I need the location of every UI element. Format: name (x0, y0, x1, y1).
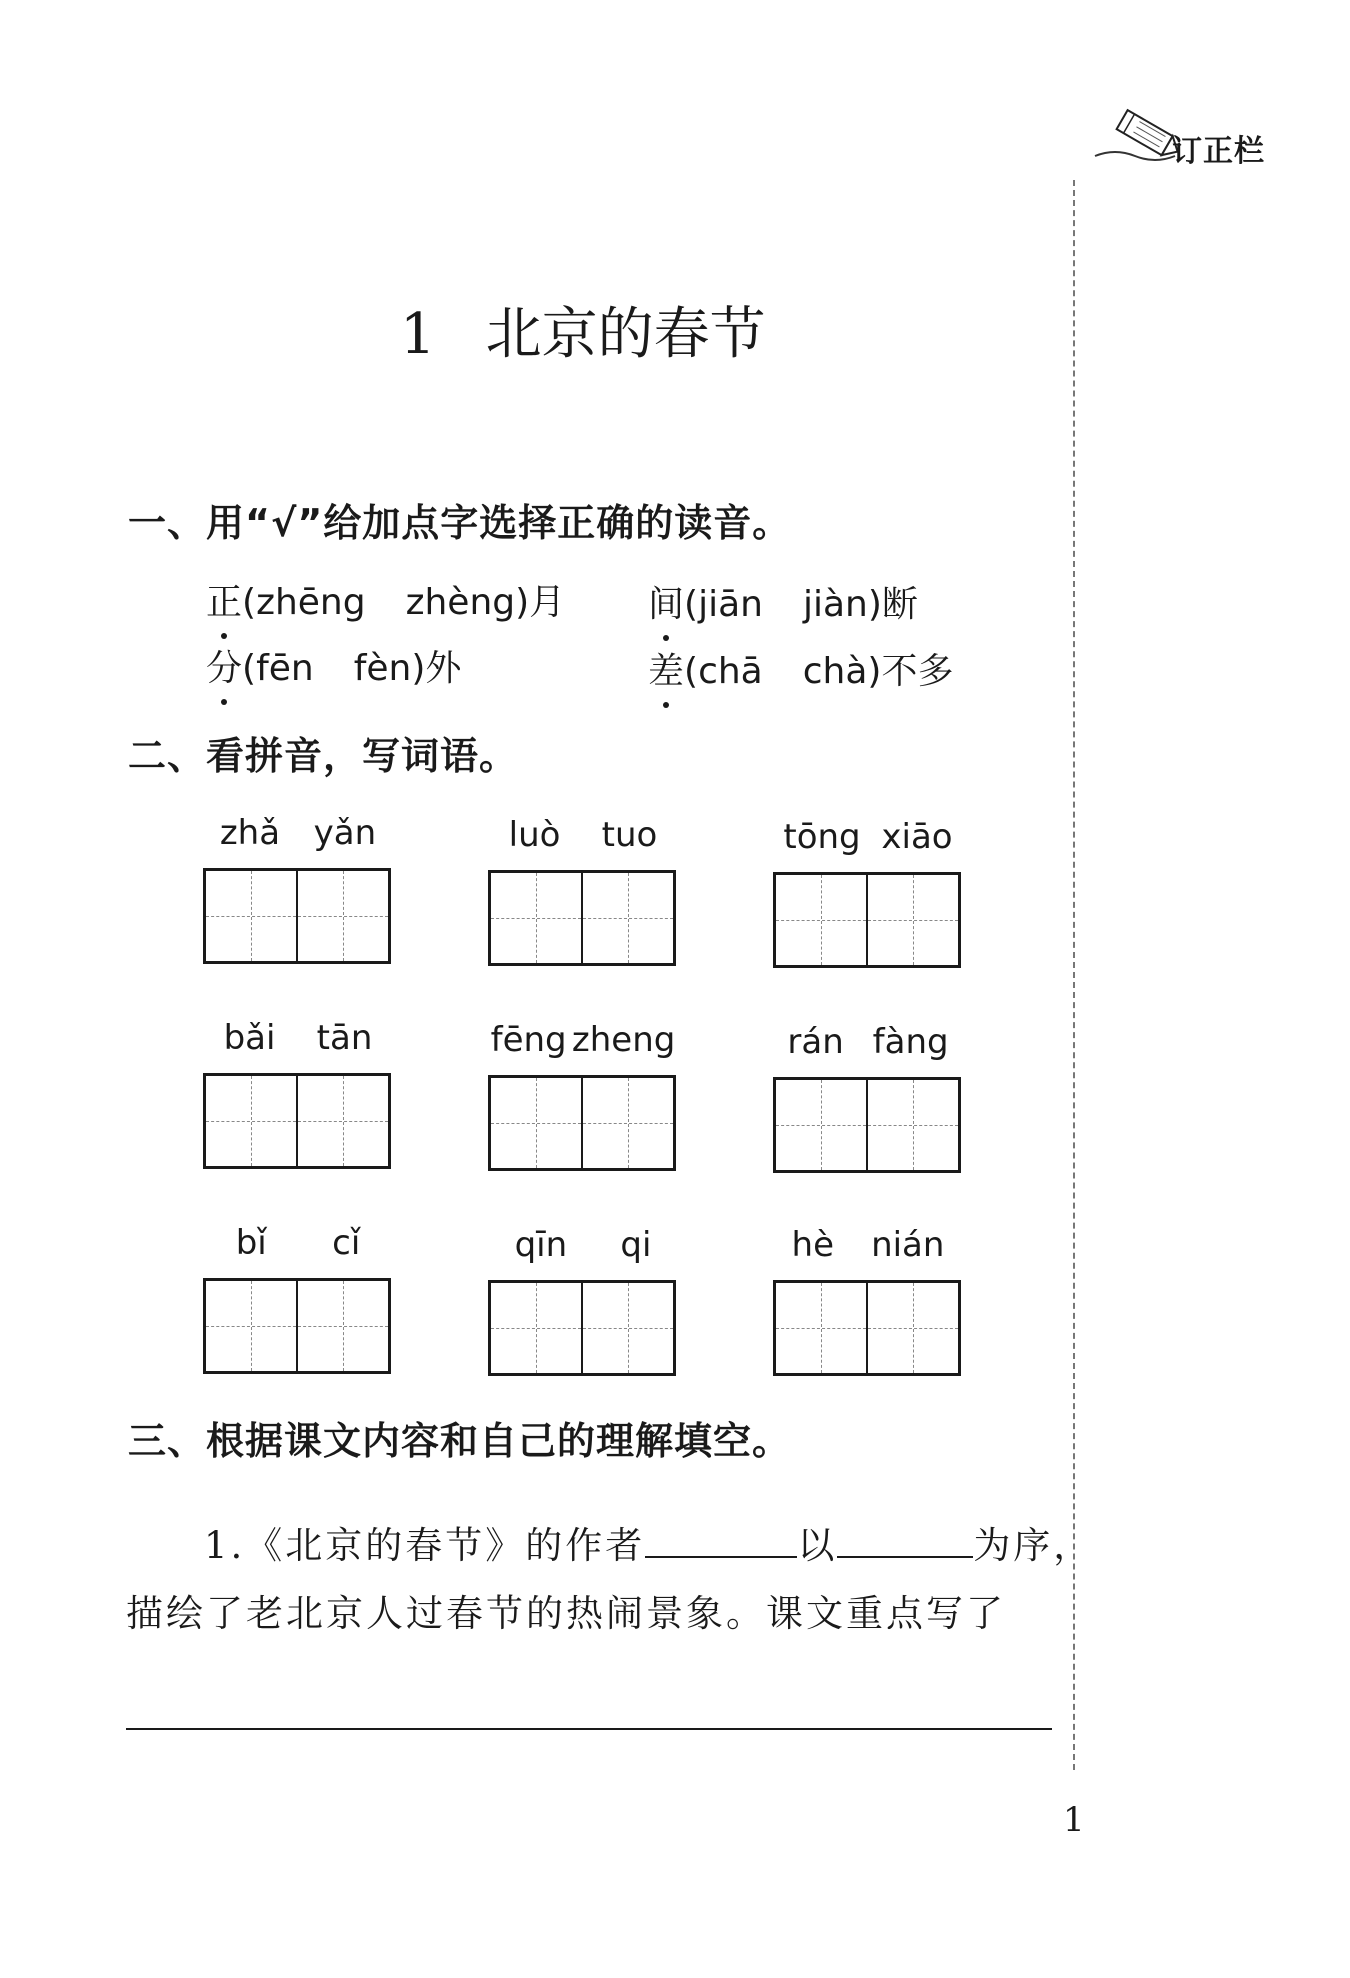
writing-grid[interactable] (203, 1073, 391, 1169)
grid-cell[interactable] (296, 1281, 388, 1371)
page-number: 1 (1063, 1800, 1085, 1840)
grid-cell[interactable] (581, 873, 673, 963)
word-item (203, 1015, 393, 1169)
writing-grid[interactable] (773, 1077, 961, 1173)
pronunciation-item: 分(fēn fèn)外 (206, 640, 461, 691)
pinyin-syllable: bǎi (223, 1018, 276, 1058)
option-1[interactable]: fēn (256, 648, 314, 689)
grid-cell[interactable] (206, 1076, 296, 1166)
lesson-title (400, 290, 766, 370)
pronunciation-item: 间(jiān jiàn)断 (648, 576, 918, 627)
pinyin-syllable: nián (871, 1225, 945, 1265)
grid-cell[interactable] (581, 1078, 673, 1168)
pinyin-syllable: tuo (601, 815, 658, 855)
pinyin (773, 814, 963, 860)
writing-grid[interactable] (203, 1278, 391, 1374)
pinyin-syllable: fēng (490, 1020, 567, 1060)
pinyin-syllable: qīn (514, 1225, 568, 1265)
writing-grid[interactable] (488, 1075, 676, 1171)
dotted-char: 间 (648, 576, 684, 627)
word-item (773, 1222, 963, 1376)
pinyin-syllable: tōng (783, 817, 861, 857)
word-item (773, 1019, 963, 1173)
grid-cell[interactable] (866, 1283, 958, 1373)
blank-order[interactable] (837, 1522, 973, 1558)
dotted-char: 正 (206, 574, 242, 625)
section2-heading: 二、看拼音，写词语。 (128, 734, 519, 778)
writing-grid[interactable] (203, 868, 391, 964)
pinyin-syllable: hè (791, 1225, 834, 1265)
answer-line[interactable] (126, 1728, 1052, 1730)
pinyin-syllable: zhǎ (219, 813, 281, 853)
lesson-name: 北京的春节 (485, 302, 766, 367)
blank-author[interactable] (645, 1522, 797, 1558)
grid-cell[interactable] (491, 873, 581, 963)
option-2[interactable]: chà (802, 651, 868, 692)
section1-heading: 一、用“√”给加点字选择正确的读音。 (128, 501, 792, 545)
word-item (488, 812, 678, 966)
section3-heading: 三、根据课文内容和自己的理解填空。 (128, 1419, 792, 1463)
word-suffix: 不多 (881, 651, 954, 692)
writing-grid[interactable] (488, 1280, 676, 1376)
pinyin (773, 1019, 963, 1065)
grid-cell[interactable] (491, 1283, 581, 1373)
pronunciation-item: 差(chā chà)不多 (648, 643, 953, 694)
pinyin-syllable: fàng (872, 1022, 949, 1062)
pinyin (488, 1222, 678, 1268)
pinyin-syllable: qi (620, 1225, 652, 1265)
pinyin-syllable: bǐ (235, 1223, 267, 1263)
grid-cell[interactable] (206, 871, 296, 961)
word-item (773, 814, 963, 968)
writing-grid[interactable] (488, 870, 676, 966)
writing-grid[interactable] (773, 872, 961, 968)
pinyin (203, 1015, 393, 1061)
question-1-text: 为序， (973, 1524, 1094, 1567)
question-1-text: 以 (797, 1524, 838, 1567)
word-item (488, 1222, 678, 1376)
grid-cell[interactable] (776, 1283, 866, 1373)
pinyin (203, 810, 393, 856)
pinyin-syllable: xiāo (881, 817, 953, 857)
question-1-line-2: 描绘了老北京人过春节的热闹景象。课文重点写了 (126, 1592, 1006, 1635)
pinyin-syllable: zheng (571, 1020, 676, 1060)
grid-cell[interactable] (866, 875, 958, 965)
word-suffix: 月 (529, 582, 566, 623)
grid-cell[interactable] (866, 1080, 958, 1170)
question-1-line-1 (204, 1515, 1093, 1569)
grid-cell[interactable] (491, 1078, 581, 1168)
pinyin-syllable: yǎn (313, 813, 377, 853)
pinyin-syllable: rán (787, 1022, 844, 1062)
grid-cell[interactable] (296, 871, 388, 961)
option-2[interactable]: fèn (353, 648, 412, 689)
writing-grid[interactable] (773, 1280, 961, 1376)
grid-cell[interactable] (776, 1080, 866, 1170)
grid-cell[interactable] (206, 1281, 296, 1371)
grid-cell[interactable] (581, 1283, 673, 1373)
word-item (203, 810, 393, 964)
option-1[interactable]: zhēng (256, 582, 366, 623)
word-item (203, 1220, 393, 1374)
pinyin (203, 1220, 393, 1266)
word-item (488, 1017, 678, 1171)
correction-column-label: 订正栏 (1172, 134, 1265, 169)
pinyin (488, 812, 678, 858)
pinyin (488, 1017, 678, 1063)
dotted-char: 分 (206, 640, 242, 691)
pinyin-syllable: tān (316, 1018, 373, 1058)
pronunciation-item: 正(zhēng zhèng)月 (206, 574, 565, 625)
lesson-number: 1 (400, 302, 436, 367)
pinyin-syllable: cǐ (332, 1223, 361, 1263)
option-1[interactable]: chā (698, 651, 763, 692)
option-1[interactable]: jiān (698, 584, 763, 625)
option-2[interactable]: jiàn (802, 584, 868, 625)
question-1-text: 1.《北京的春节》的作者 (204, 1524, 646, 1567)
option-2[interactable]: zhèng (405, 582, 516, 623)
pinyin-syllable: luò (508, 815, 561, 855)
word-suffix: 外 (425, 648, 462, 689)
pinyin (773, 1222, 963, 1268)
word-suffix: 断 (881, 584, 918, 625)
grid-cell[interactable] (296, 1076, 388, 1166)
grid-cell[interactable] (776, 875, 866, 965)
dotted-char: 差 (648, 643, 684, 694)
